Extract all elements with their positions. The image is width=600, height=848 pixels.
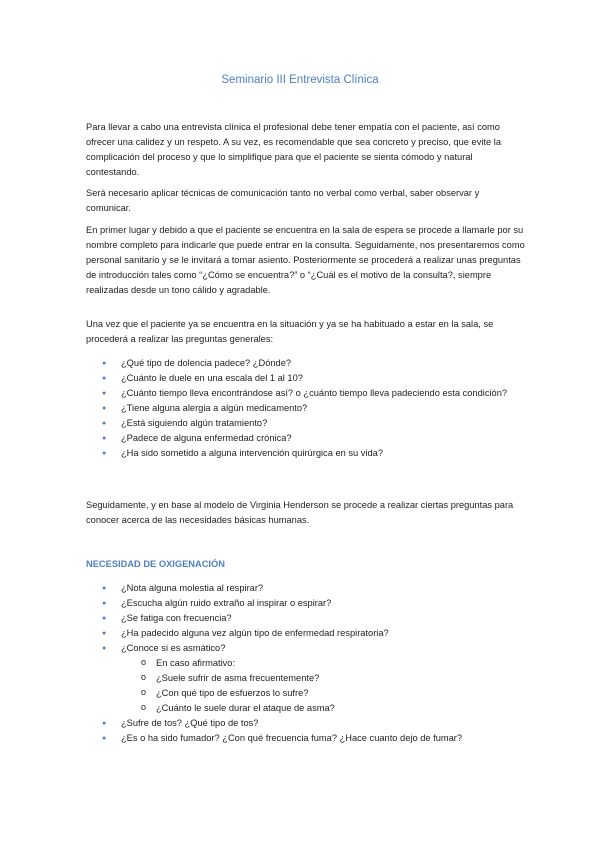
list-item: ● ¿Nota alguna molestia al respirar? [100, 581, 520, 596]
paragraph-intro [86, 120, 526, 180]
sub-list-item: o ¿Suele sufrir de asma frecuentemente? [121, 671, 520, 686]
list-item-text: ¿Conoce si es asmático? [121, 643, 226, 653]
paragraph-procedure [86, 223, 526, 298]
list-item: ● ¿Qué tipo de dolencia padece? ¿Dónde? [100, 356, 520, 371]
list-item: ● ¿Tiene alguna alergia a algún medicamento? [100, 401, 520, 416]
paragraph-text: Una vez que el paciente ya se encuentra en la situación y ya se ha habituado a estar en la sala, se procederá a realizar las preguntas generales: [86, 319, 494, 344]
document-title: Seminario III Entrevista Clínica [221, 74, 379, 86]
list-item: ● ¿Ha padecido alguna vez algún tipo de enfermedad respiratoria? [100, 626, 520, 641]
asthma-sublist [121, 656, 520, 716]
sub-list-item: o ¿Cuánto le suele durar el ataque de asma? [121, 701, 520, 716]
list-item: ● ¿Sufre de tos? ¿Qué tipo de tos? [100, 716, 520, 731]
paragraph-text: Para llevar a cabo una entrevista clínica el profesional debe tener empatía con el paciente, así como ofrecer una calidez y un respeto. A su vez, es recomendable que sea concreto y preciso, que evite la complicación del proceso y que lo simplifique para que el paciente se sienta cómodo y natural contestando. [86, 122, 501, 177]
list-item: ● ¿Escucha algún ruido extraño al inspirar o espirar? [100, 596, 520, 611]
paragraph-text: Seguidamente, y en base al modelo de Virginia Henderson se procede a realizar ciertas preguntas para conocer acerca de las necesidades básicas humanas. [86, 500, 514, 525]
oxygen-questions-list [100, 581, 520, 746]
list-item: ● ¿Cuánto tiempo lleva encontrándose así? o ¿cuánto tiempo lleva padeciendo esta condición? [100, 386, 520, 401]
sub-list-item: o ¿Con qué tipo de esfuerzos lo sufre? [121, 686, 520, 701]
paragraph-henderson [86, 498, 526, 528]
sub-list-item: o En caso afirmativo: [121, 656, 520, 671]
paragraph-text: Será necesario aplicar técnicas de comunicación tanto no verbal como verbal, saber observar y comunicar. [86, 188, 480, 213]
paragraph-general-questions [86, 317, 526, 347]
general-questions-list [100, 356, 520, 461]
section-heading: NECESIDAD DE OXIGENACIÓN [86, 559, 225, 569]
list-item [100, 641, 520, 716]
list-item: ● ¿Es o ha sido fumador? ¿Con qué frecuencia fuma? ¿Hace cuanto dejo de fumar? [100, 731, 520, 746]
paragraph-communication [86, 186, 526, 216]
list-item: ● ¿Ha sido sometido a alguna intervención quirúrgica en su vida? [100, 446, 520, 461]
list-item: ● ¿Está siguiendo algún tratamiento? [100, 416, 520, 431]
paragraph-text: En primer lugar y debido a que el paciente se encuentra en la sala de espera se procede a llamarle por su nombre completo para indicarle que puede entrar en la consulta. Seguidamente, nos presentaremos como personal sanitario y se le invitará a tomar asiento. Posteriormente se procederá a realizar unas preguntas de introducción tales como “¿Cómo se encuentra?” o “¿Cuál es el motivo de la consulta?, siempre realizadas desde un tono cálido y agradable. [86, 225, 525, 295]
list-item: ● ¿Se fatiga con frecuencia? [100, 611, 520, 626]
list-item: ● ¿Padece de alguna enfermedad crónica? [100, 431, 520, 446]
list-item: ● ¿Cuánto le duele en una escala del 1 al 10? [100, 371, 520, 386]
